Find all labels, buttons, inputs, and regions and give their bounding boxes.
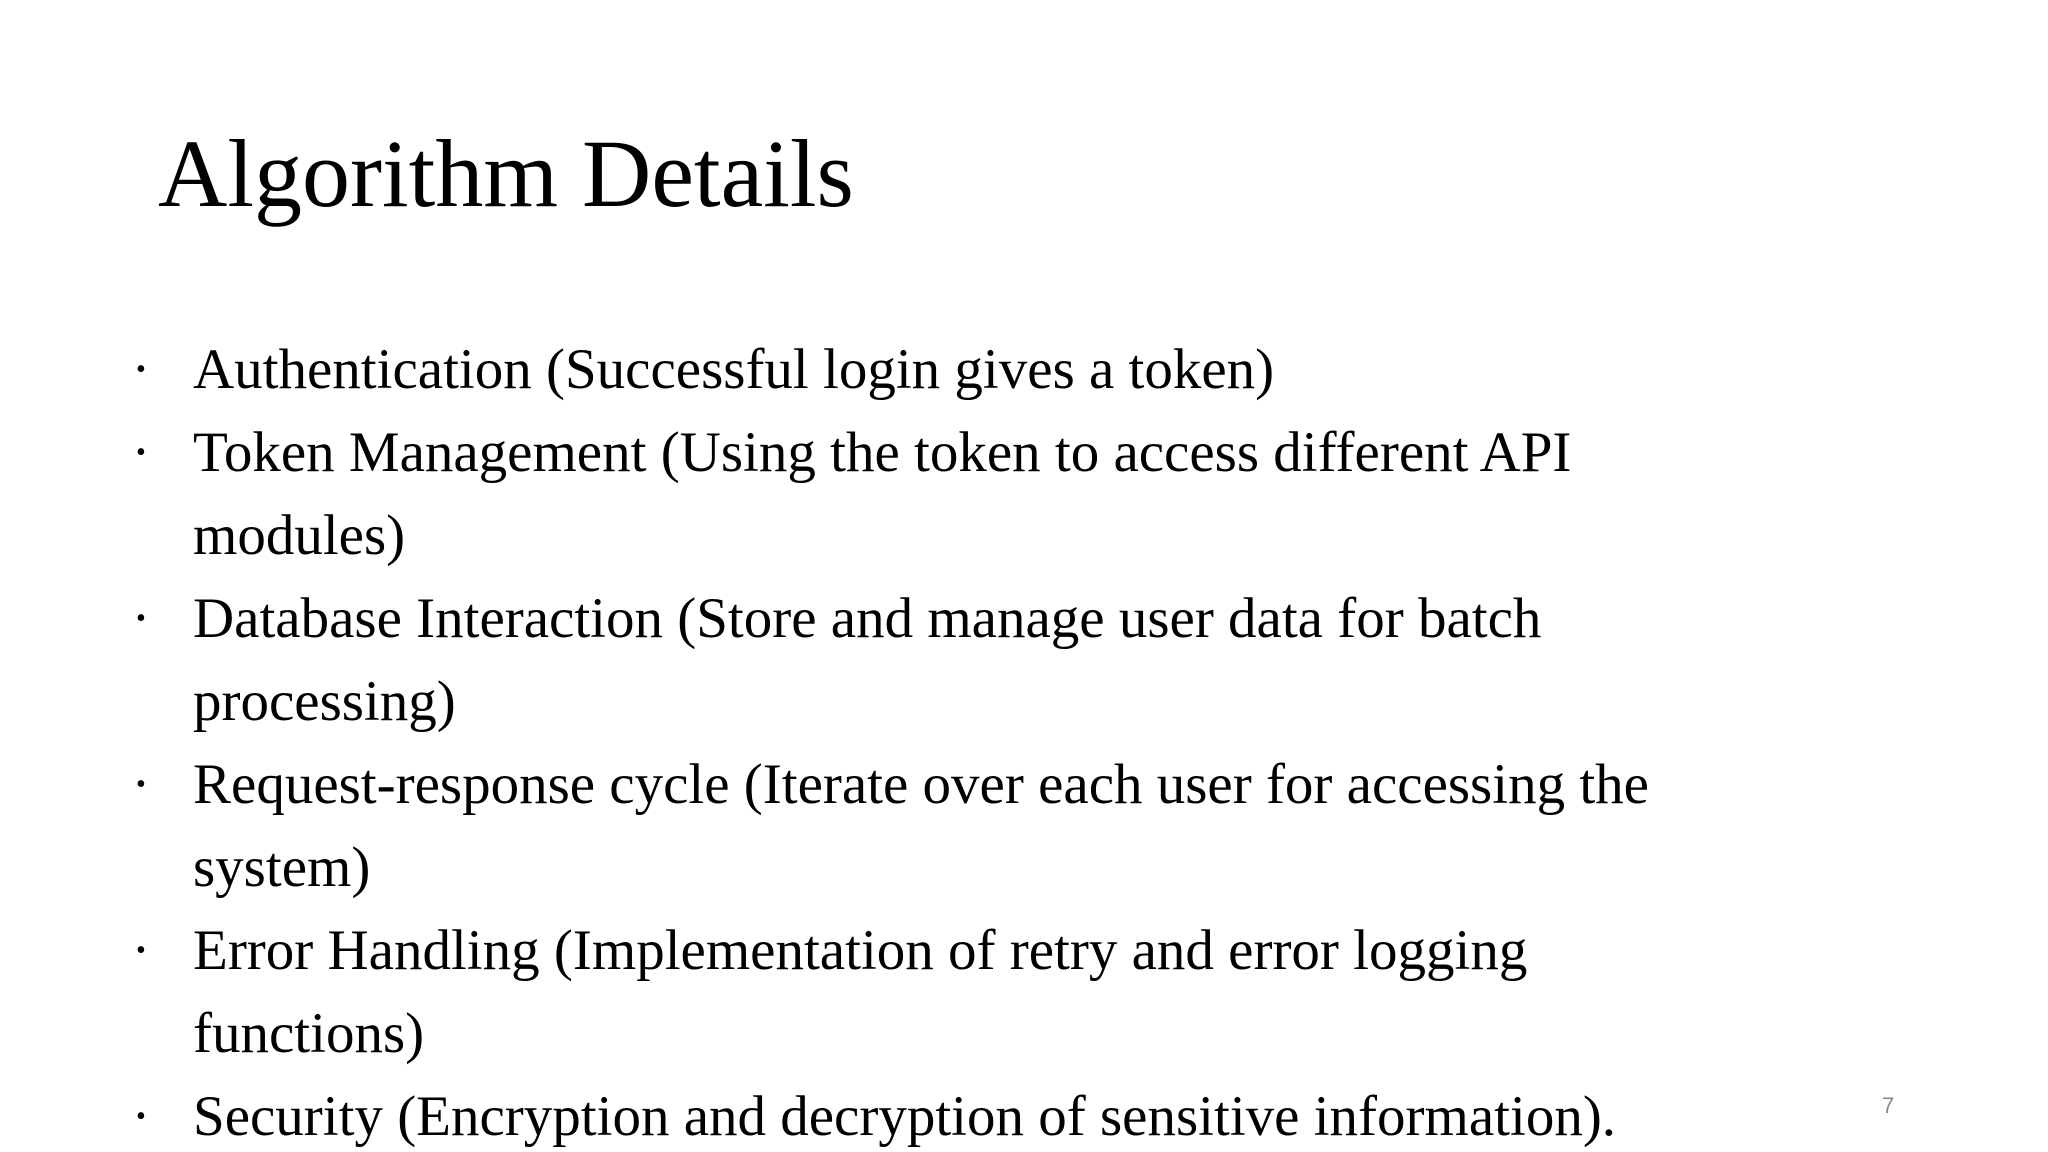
bullet-item <box>0 577 1700 743</box>
bullet-text: Error Handling (Implementation of retry and error logging functions) <box>193 919 1528 1065</box>
bullet-item <box>0 909 1700 1075</box>
bullet-text: Request-response cycle (Iterate over each user for accessing the system) <box>193 753 1649 899</box>
page-number: 7 <box>1882 1093 1895 1118</box>
bullet-icon: • <box>136 1101 146 1132</box>
bullet-icon: • <box>136 603 146 634</box>
bullet-icon: • <box>136 354 146 385</box>
bullet-icon: • <box>136 769 146 800</box>
bullet-item <box>0 328 1700 411</box>
bullet-icon: • <box>136 437 146 468</box>
bullet-list <box>0 328 1700 1152</box>
slide-title: Algorithm Details <box>158 120 854 227</box>
bullet-text: Token Management (Using the token to access different API modules) <box>193 421 1572 567</box>
bullet-text: Database Interaction (Store and manage user data for batch processing) <box>193 587 1542 733</box>
bullet-item <box>0 411 1700 577</box>
bullet-item <box>0 743 1700 909</box>
bullet-icon: • <box>136 935 146 966</box>
bullet-text: Authentication (Successful login gives a token) <box>193 338 1275 401</box>
bullet-text: Security (Encryption and decryption of sensitive information). <box>193 1085 1617 1148</box>
bullet-item <box>0 1075 1700 1152</box>
